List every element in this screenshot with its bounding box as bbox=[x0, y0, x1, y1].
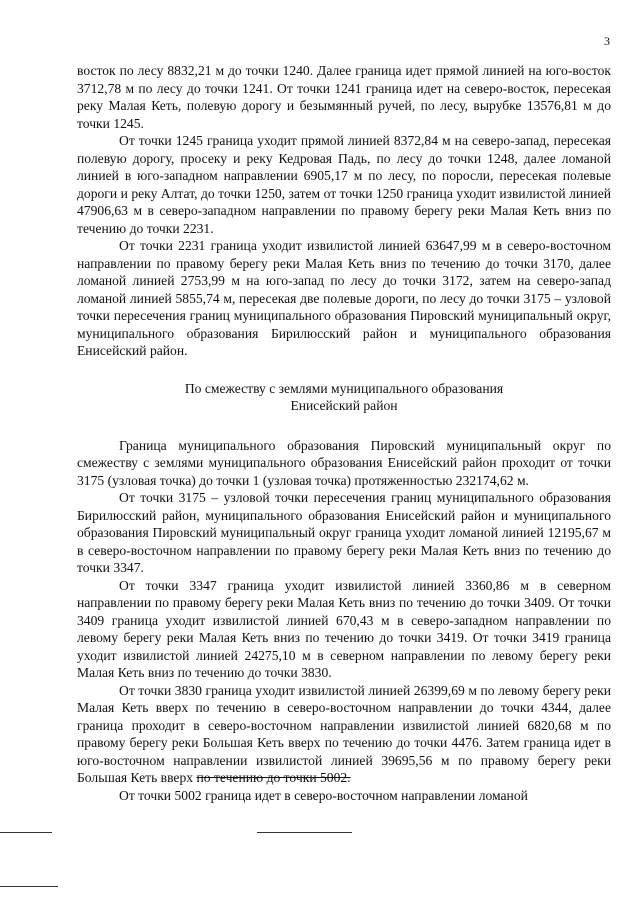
paragraph-text: От точки 3830 граница уходит извилистой линией 26399,69 м по левому берегу реки Малая Кеть вверх по течению в северо-восточном направлении до точки 4344, далее граница проходит в северо-восточном направлении извилистой линией 6820,68 м по правому берегу реки Большая Кеть вверх по течению до точки 4476. Затем граница идет в юго-восточном направлении извилистой линией 39695,56 м по правому берегу реки Большая Кеть вверх bbox=[77, 682, 611, 785]
footer-rule bbox=[0, 886, 58, 887]
margin-rule bbox=[257, 832, 352, 833]
paragraph: От точки 5002 граница идет в северо-восточном направлении ломаной bbox=[119, 787, 528, 803]
struck-through-text: по течению до точки 5002. bbox=[196, 770, 351, 785]
paragraph: восток по лесу 8832,21 м до точки 1240. Далее граница идет прямой линией на юго-восток 3712,78 м по лесу до точки 1241. От точки 1241 граница идет на северо-восток, пересекая реку Малая Кеть, полевую дорогу и безымянный ручей, по лесу, вырубке 13576,81 м до точки 1245. bbox=[77, 63, 611, 131]
document-body bbox=[77, 62, 611, 804]
section-heading-line-1: По смежеству с землями муниципального образования bbox=[184, 380, 504, 396]
paragraph: От точки 3347 граница уходит извилистой линией 3360,86 м в северном направлении по правому берегу реки Малая Кеть вниз по течению до точки 3409. От точки 3409 граница уходит извилистой линией 670,43 м в северо-западном направлении по левому берегу реки Малая Кеть вниз по течению до точки 3419. От точки 3419 граница уходит извилистой линией 24275,10 м в северном направлении по левому берегу реки Малая Кеть вниз по течению до точки 3830. bbox=[77, 577, 611, 680]
section-heading-line-2: Енисейский район bbox=[290, 398, 398, 413]
paragraph: От точки 3175 – узловой точки пересечения границ муниципального образования Бирилюсский район, муниципального образования Енисейский район и муниципального образования Пировский муниципальный округ граница уходит ломаной линией 12195,67 м в северо-восточном направлении по правому берегу реки Малая Кеть вниз по течению до точки 3347. bbox=[77, 490, 611, 575]
page-number: 3 bbox=[604, 34, 610, 48]
paragraph: От точки 1245 граница уходит прямой линией 8372,84 м на северо-запад, пересекая полевую дорогу, просеку и реку Кедровая Падь, по лесу до точки 1248, далее ломаной линией в юго-западном направлении 6905,17 м по лесу, по поросли, пересекая полевые дороги и реку Алтат, до точки 1250, затем от точки 1250 граница уходит извилистой линией 47906,63 м в северо-западном направлении по правому берегу реки Малая Кеть вниз по течению до точки 2231. bbox=[77, 133, 611, 236]
paragraph: Граница муниципального образования Пировский муниципальный округ по смежеству с землями муниципального образования Енисейский район проходит от точки 3175 (узловая точка) до точки 1 (узловая точка) протяженностью 232174,62 м. bbox=[77, 437, 611, 488]
margin-rule bbox=[0, 832, 52, 833]
section-heading bbox=[77, 380, 611, 415]
paragraph bbox=[77, 682, 611, 787]
paragraph: От точки 2231 граница уходит извилистой линией 63647,99 м в северо-восточном направлении по правому берегу реки Малая Кеть вниз по течению до точки 3170, далее ломаной линией 2753,99 м на юго-запад по лесу до точки 3172, затем на северо-запад ломаной линией 5855,74 м, пересекая две полевые дороги, по лесу до точки 3175 – узловой точки пересечения границ муниципального образования Пировский муниципальный округ, муниципального образования Бирилюсский район и муниципального образования Енисейский район. bbox=[77, 238, 611, 358]
